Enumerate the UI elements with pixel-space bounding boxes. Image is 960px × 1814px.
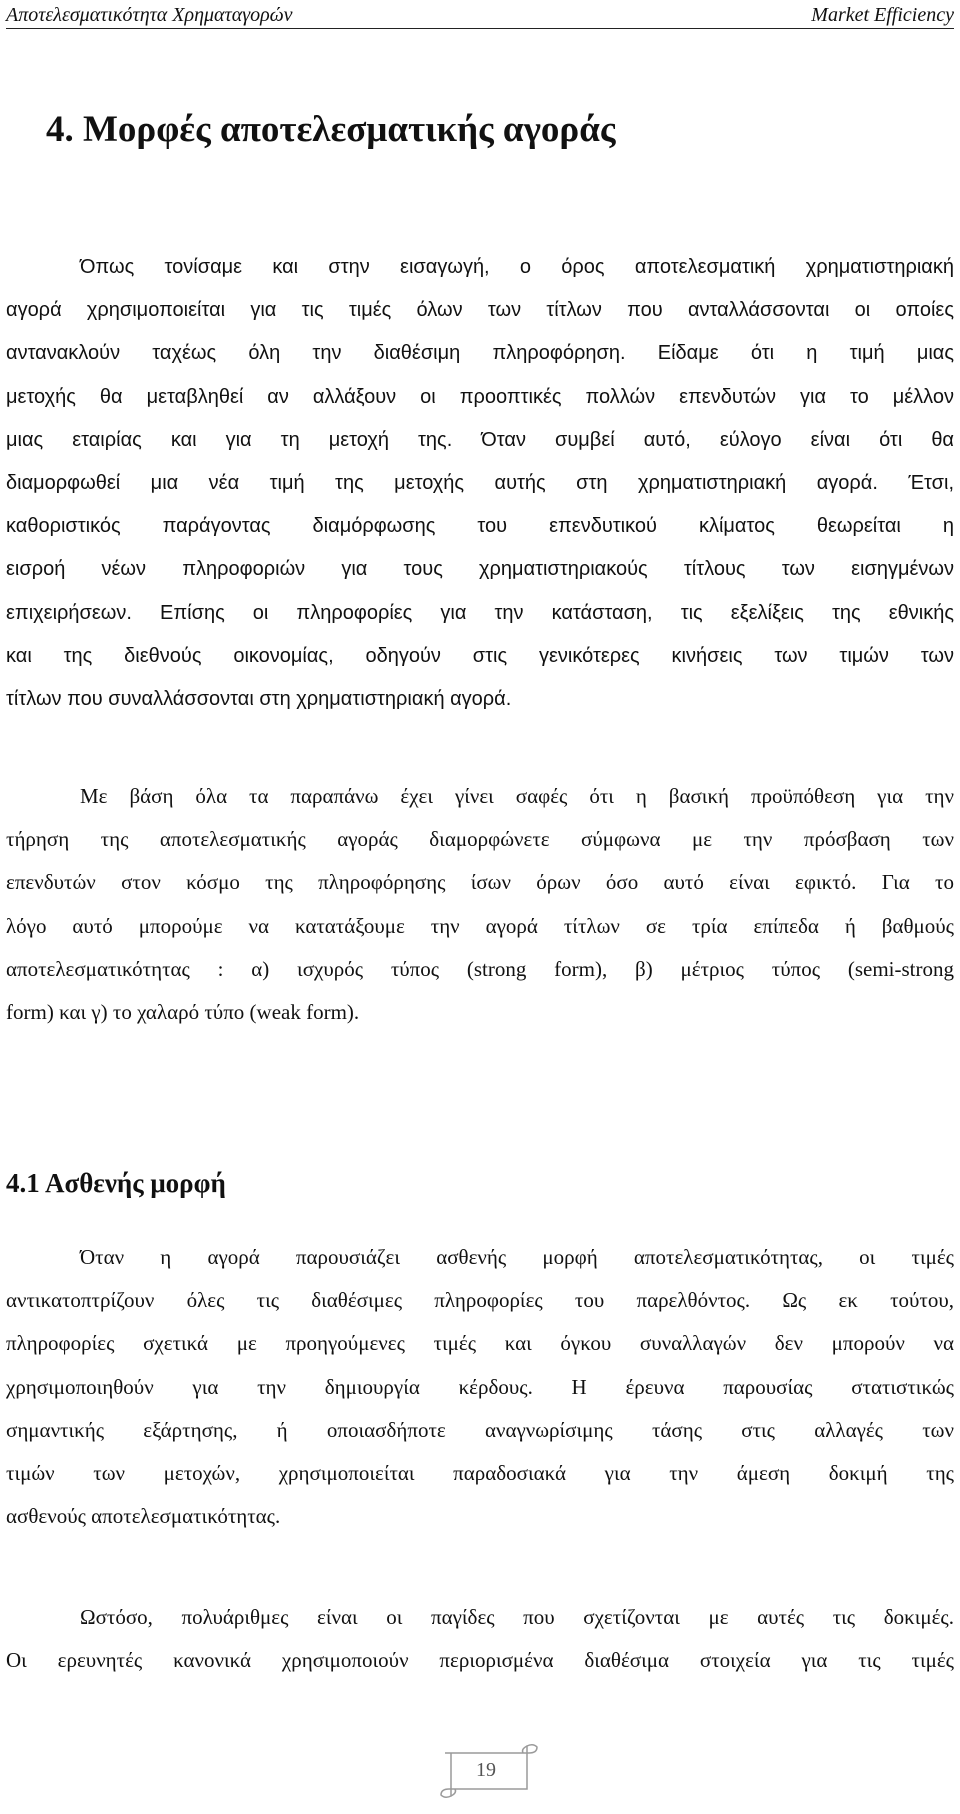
text-line: τίτλων που συναλλάσσονται στη χρηματιστηριακή αγορά. xyxy=(6,688,512,711)
text-line: μετοχής θα μεταβληθεί αν αλλάξουν οι προοπτικές πολλών επενδυτών για το μέλλον xyxy=(6,385,954,408)
text-line: και της διεθνούς οικονομίας, οδηγούν στις γενικότερες κινήσεις των τιμών των xyxy=(6,644,954,667)
text-line: Οι ερευνητές κανονικά χρησιμοποιούν περιορισμένα διαθέσιμα στοιχεία για τις τιμές xyxy=(6,1648,954,1673)
text-line: σημαντικής εξάρτησης, ή οποιασδήποτε αναγνωρίσιμης τάσης στις αλλαγές των xyxy=(6,1417,954,1442)
text-line: τήρηση της αποτελεσματικής αγοράς διαμορφώνετε σύμφωνα με την πρόσβαση των xyxy=(6,827,954,852)
text-line: Ωστόσο, πολυάριθμες είναι οι παγίδες που σχετίζονται με αυτές τις δοκιμές. xyxy=(80,1605,954,1629)
paragraph-forms xyxy=(6,775,954,1034)
text-line: αντανακλούν ταχέως όλη την διαθέσιμη πληροφόρηση. Είδαμε ότι η τιμή μιας xyxy=(6,342,954,365)
paragraph-pitfalls xyxy=(6,1596,954,1682)
header-right-title: Market Efficiency xyxy=(811,4,954,26)
section-heading: 4.1 Ασθενής μορφή xyxy=(6,1168,226,1198)
header-left-title: Αποτελεσματικότητα Χρηματαγορών xyxy=(6,4,293,26)
text-line: επενδυτών στον κόσμο της πληροφόρησης ίσων όρων όσο αυτό είναι εφικτό. Για το xyxy=(6,870,954,895)
text-line: Όπως τονίσαμε και στην εισαγωγή, ο όρος αποτελεσματική χρηματιστηριακή xyxy=(80,256,954,278)
text-line: εισροή νέων πληροφοριών για τους χρηματιστηριακούς τίτλους των εισηγμένων xyxy=(6,558,954,581)
paragraph-weak-form xyxy=(6,1236,954,1538)
text-line: καθοριστικός παράγοντας διαμόρφωσης του επενδυτικού κλίματος θεωρείται η xyxy=(6,515,954,538)
text-line: τιμών των μετοχών, χρησιμοποιείται παραδοσιακά για την άμεση δοκιμή της xyxy=(6,1461,954,1486)
page-number: 19 xyxy=(476,1759,496,1781)
text-line: λόγο αυτό μπορούμε να κατατάξουμε την αγορά τίτλων σε τρία επίπεδα ή βαθμούς xyxy=(6,913,954,938)
text-line: επιχειρήσεων. Επίσης οι πληροφορίες για την κατάσταση, τις εξελίξεις της εθνικής xyxy=(6,601,954,624)
text-line: αποτελεσματικότητας : α) ισχυρός τύπος (strong form), β) μέτριος τύπος (semi-strong xyxy=(6,956,954,981)
text-line: χρησιμοποιηθούν για την δημιουργία κέρδους. Η έρευνα παρουσίας στατιστικώς xyxy=(6,1374,954,1399)
text-line: ασθενούς αποτελεσματικότητας. xyxy=(6,1504,281,1529)
text-line: αντικατοπτρίζουν όλες τις διαθέσιμες πληροφορίες του παρελθόντος. Ως εκ τούτου, xyxy=(6,1288,954,1313)
text-line: διαμορφωθεί μια νέα τιμή της μετοχής αυτής στη χρηματιστηριακή αγορά. Έτσι, xyxy=(6,472,954,495)
chapter-title: 4. Μορφές αποτελεσματικής αγοράς xyxy=(46,109,616,150)
text-line: form) και γ) το χαλαρό τύπο (weak form). xyxy=(6,1000,360,1025)
text-line: αγορά χρησιμοποιείται για τις τιμές όλων των τίτλων που ανταλλάσσονται οι οποίες xyxy=(6,299,954,322)
page-number-scroll xyxy=(437,1743,541,1799)
running-header xyxy=(6,2,954,29)
text-line: μιας εταιρίας και για τη μετοχή της. Όταν συμβεί αυτό, εύλογο είναι ότι θα xyxy=(6,428,954,451)
text-line: Όταν η αγορά παρουσιάζει ασθενής μορφή αποτελεσματικότητας, οι τιμές xyxy=(80,1245,954,1269)
paragraph-intro xyxy=(6,246,954,721)
text-line: Με βάση όλα τα παραπάνω έχει γίνει σαφές ότι η βασική προϋπόθεση για την xyxy=(80,784,954,808)
text-line: πληροφορίες σχετικά με προηγούμενες τιμές και όγκου συναλλαγών δεν μπορούν να xyxy=(6,1331,954,1356)
